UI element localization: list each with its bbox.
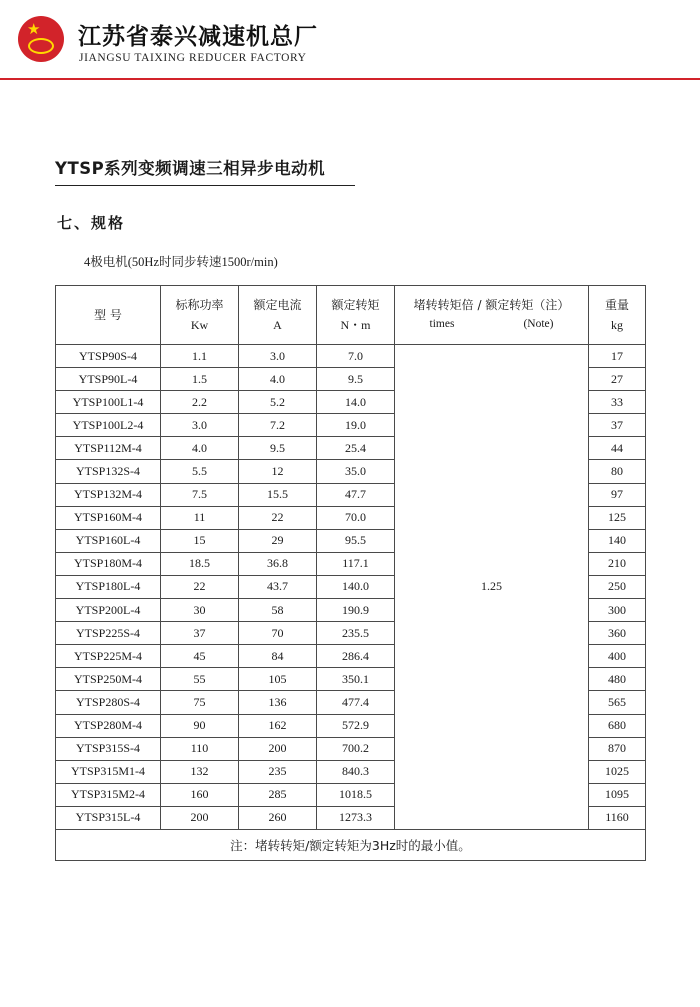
table-header-row bbox=[56, 286, 646, 345]
cell-torque: 35.0 bbox=[317, 460, 395, 483]
cell-power: 2.2 bbox=[161, 391, 239, 414]
cell-power: 45 bbox=[161, 645, 239, 668]
cell-current: 9.5 bbox=[239, 437, 317, 460]
cell-current: 105 bbox=[239, 668, 317, 691]
cell-current: 58 bbox=[239, 599, 317, 622]
header-locked-rotor-note: (Note) bbox=[523, 318, 554, 331]
cell-power: 200 bbox=[161, 806, 239, 829]
cell-power: 3.0 bbox=[161, 414, 239, 437]
cell-current: 3.0 bbox=[239, 345, 317, 368]
cell-power: 4.0 bbox=[161, 437, 239, 460]
table-note-row bbox=[56, 829, 646, 860]
cell-torque: 235.5 bbox=[317, 622, 395, 645]
cell-weight: 33 bbox=[589, 391, 646, 414]
cell-model: YTSP180M-4 bbox=[56, 552, 161, 575]
cell-torque: 47.7 bbox=[317, 483, 395, 506]
header-locked-rotor bbox=[395, 286, 589, 345]
cell-weight: 1160 bbox=[589, 806, 646, 829]
section-heading: 七、规格 bbox=[57, 214, 126, 232]
cell-power: 7.5 bbox=[161, 483, 239, 506]
cell-power: 55 bbox=[161, 668, 239, 691]
cell-torque: 19.0 bbox=[317, 414, 395, 437]
cell-current: 200 bbox=[239, 737, 317, 760]
cell-weight: 250 bbox=[589, 575, 646, 598]
cell-torque: 117.1 bbox=[317, 552, 395, 575]
cell-weight: 140 bbox=[589, 529, 646, 552]
cell-weight: 1025 bbox=[589, 760, 646, 783]
header-current-label: 额定电流 bbox=[253, 298, 302, 313]
cell-current: 162 bbox=[239, 714, 317, 737]
spec-table-body bbox=[56, 345, 646, 861]
cell-current: 235 bbox=[239, 760, 317, 783]
cell-weight: 97 bbox=[589, 483, 646, 506]
cell-weight: 680 bbox=[589, 714, 646, 737]
cell-weight: 360 bbox=[589, 622, 646, 645]
cell-current: 36.8 bbox=[239, 552, 317, 575]
header-power bbox=[161, 286, 239, 345]
header-power-label: 标称功率 bbox=[175, 298, 224, 313]
cell-power: 11 bbox=[161, 506, 239, 529]
cell-model: YTSP280M-4 bbox=[56, 714, 161, 737]
cell-torque: 95.5 bbox=[317, 529, 395, 552]
cell-weight: 870 bbox=[589, 737, 646, 760]
cell-torque: 9.5 bbox=[317, 368, 395, 391]
cell-current: 15.5 bbox=[239, 483, 317, 506]
page-header bbox=[0, 0, 700, 78]
cell-weight: 1095 bbox=[589, 783, 646, 806]
company-name-cn: 江苏省泰兴减速机总厂 bbox=[78, 24, 318, 50]
cell-power: 5.5 bbox=[161, 460, 239, 483]
cell-current: 12 bbox=[239, 460, 317, 483]
cell-current: 285 bbox=[239, 783, 317, 806]
cell-power: 15 bbox=[161, 529, 239, 552]
cell-current: 4.0 bbox=[239, 368, 317, 391]
cell-current: 22 bbox=[239, 506, 317, 529]
cell-model: YTSP180L-4 bbox=[56, 575, 161, 598]
cell-torque: 7.0 bbox=[317, 345, 395, 368]
cell-weight: 17 bbox=[589, 345, 646, 368]
cell-model: YTSP132M-4 bbox=[56, 483, 161, 506]
star-icon: ★ bbox=[27, 22, 41, 38]
cell-model: YTSP250M-4 bbox=[56, 668, 161, 691]
cell-current: 70 bbox=[239, 622, 317, 645]
cell-power: 30 bbox=[161, 599, 239, 622]
header-weight-label: 重量 bbox=[604, 298, 629, 313]
header-locked-rotor-label: 堵转转矩倍 / 额定转矩（注） bbox=[413, 298, 570, 313]
cell-power: 1.5 bbox=[161, 368, 239, 391]
cell-power: 90 bbox=[161, 714, 239, 737]
cell-power: 75 bbox=[161, 691, 239, 714]
cell-power: 37 bbox=[161, 622, 239, 645]
cell-weight: 44 bbox=[589, 437, 646, 460]
header-torque-label: 额定转矩 bbox=[331, 298, 380, 313]
cell-model: YTSP280S-4 bbox=[56, 691, 161, 714]
cell-torque: 286.4 bbox=[317, 645, 395, 668]
table-caption: 4极电机(50Hz时同步转速1500r/min) bbox=[84, 255, 278, 269]
cell-weight: 80 bbox=[589, 460, 646, 483]
header-torque-unit: N・m bbox=[340, 317, 371, 332]
cell-current: 7.2 bbox=[239, 414, 317, 437]
cell-power: 22 bbox=[161, 575, 239, 598]
cell-power: 18.5 bbox=[161, 552, 239, 575]
spec-table bbox=[55, 285, 646, 861]
header-weight-unit: kg bbox=[611, 317, 623, 332]
cell-model: YTSP100L2-4 bbox=[56, 414, 161, 437]
cell-model: YTSP200L-4 bbox=[56, 599, 161, 622]
cell-torque: 190.9 bbox=[317, 599, 395, 622]
cell-current: 84 bbox=[239, 645, 317, 668]
gear-icon bbox=[28, 38, 54, 54]
cell-torque: 1273.3 bbox=[317, 806, 395, 829]
cell-model: YTSP315S-4 bbox=[56, 737, 161, 760]
cell-weight: 37 bbox=[589, 414, 646, 437]
cell-model: YTSP315M2-4 bbox=[56, 783, 161, 806]
cell-model: YTSP132S-4 bbox=[56, 460, 161, 483]
cell-model: YTSP225S-4 bbox=[56, 622, 161, 645]
cell-torque: 140.0 bbox=[317, 575, 395, 598]
cell-current: 29 bbox=[239, 529, 317, 552]
cell-model: YTSP90L-4 bbox=[56, 368, 161, 391]
spec-table-container bbox=[55, 285, 645, 861]
cell-model: YTSP160M-4 bbox=[56, 506, 161, 529]
cell-current: 5.2 bbox=[239, 391, 317, 414]
cell-locked-rotor-ratio: 1.25 bbox=[395, 345, 589, 830]
cell-torque: 477.4 bbox=[317, 691, 395, 714]
header-divider bbox=[0, 78, 700, 80]
company-name-en: JIANGSU TAIXING REDUCER FACTORY bbox=[79, 52, 307, 64]
cell-weight: 210 bbox=[589, 552, 646, 575]
company-logo bbox=[18, 16, 64, 62]
cell-model: YTSP160L-4 bbox=[56, 529, 161, 552]
cell-torque: 700.2 bbox=[317, 737, 395, 760]
page-title: YTSP系列变频调速三相异步电动机 bbox=[55, 155, 355, 186]
cell-weight: 565 bbox=[589, 691, 646, 714]
cell-torque: 14.0 bbox=[317, 391, 395, 414]
cell-weight: 300 bbox=[589, 599, 646, 622]
cell-torque: 350.1 bbox=[317, 668, 395, 691]
cell-model: YTSP100L1-4 bbox=[56, 391, 161, 414]
cell-weight: 125 bbox=[589, 506, 646, 529]
header-model bbox=[56, 286, 161, 345]
header-weight bbox=[589, 286, 646, 345]
header-locked-rotor-times: times bbox=[429, 318, 455, 331]
cell-current: 260 bbox=[239, 806, 317, 829]
header-power-unit: Kw bbox=[190, 317, 209, 332]
cell-power: 160 bbox=[161, 783, 239, 806]
cell-torque: 572.9 bbox=[317, 714, 395, 737]
cell-power: 132 bbox=[161, 760, 239, 783]
header-current-unit: A bbox=[273, 317, 282, 332]
header-current bbox=[239, 286, 317, 345]
table-row bbox=[56, 345, 646, 368]
cell-current: 136 bbox=[239, 691, 317, 714]
cell-power: 1.1 bbox=[161, 345, 239, 368]
header-torque bbox=[317, 286, 395, 345]
cell-model: YTSP315L-4 bbox=[56, 806, 161, 829]
cell-power: 110 bbox=[161, 737, 239, 760]
cell-torque: 70.0 bbox=[317, 506, 395, 529]
cell-weight: 480 bbox=[589, 668, 646, 691]
cell-model: YTSP315M1-4 bbox=[56, 760, 161, 783]
cell-weight: 400 bbox=[589, 645, 646, 668]
cell-model: YTSP225M-4 bbox=[56, 645, 161, 668]
cell-model: YTSP112M-4 bbox=[56, 437, 161, 460]
cell-torque: 1018.5 bbox=[317, 783, 395, 806]
cell-current: 43.7 bbox=[239, 575, 317, 598]
table-note: 注：堵转转矩/额定转矩为3Hz时的最小值。 bbox=[56, 829, 646, 860]
cell-weight: 27 bbox=[589, 368, 646, 391]
cell-torque: 840.3 bbox=[317, 760, 395, 783]
cell-torque: 25.4 bbox=[317, 437, 395, 460]
cell-model: YTSP90S-4 bbox=[56, 345, 161, 368]
header-model-label: 型 号 bbox=[94, 307, 122, 322]
